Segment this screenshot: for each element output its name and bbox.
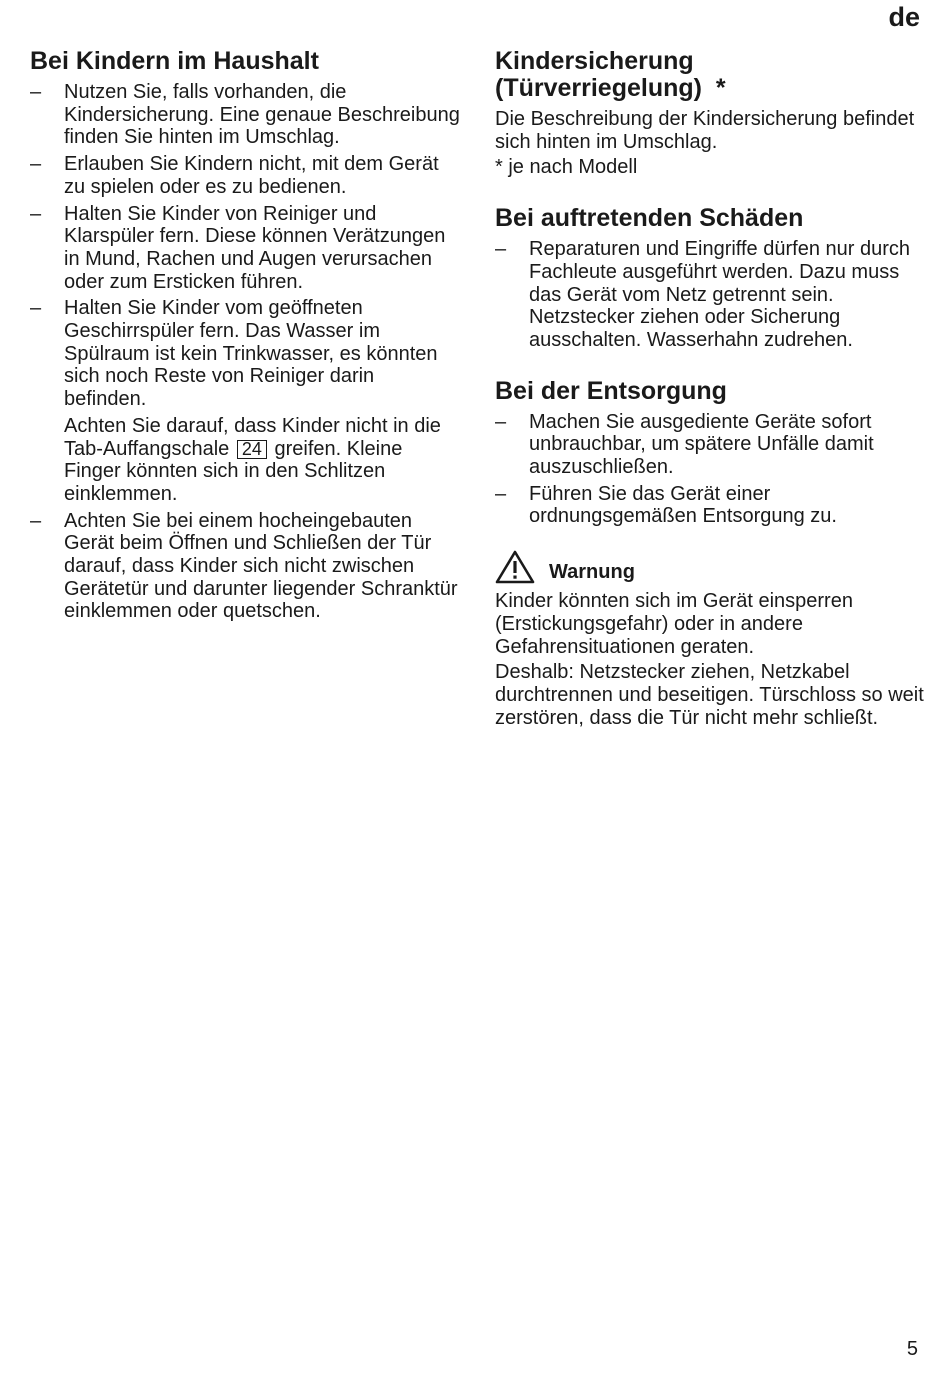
warning-paragraph-2: Deshalb: Netzstecker ziehen, Netzkabel durchtrennen und beseitigen. Türschloss so weit zerstören, dass die Tür nicht mehr schließt. [495, 661, 924, 729]
list-item-continuation [30, 415, 460, 506]
warning-paragraph-1: Kinder könnten sich im Gerät einsperren (Erstickungsgefahr) oder in andere Gefahrensituationen geraten. [495, 590, 853, 658]
right-column [495, 48, 925, 732]
disposal-list [495, 411, 925, 529]
language-code: de [888, 2, 920, 32]
list-item: – Halten Sie Kinder vom geöffneten Geschirrspüler fern. Das Wasser im Spülraum ist kein Trinkwasser, es könnten sich noch Reste von Reiniger darin befinden. [30, 297, 460, 411]
child-lock-title-line1: Kindersicherung [495, 47, 694, 75]
child-lock-title-line2: (Türverriegelung) * [495, 74, 726, 102]
list-item: – Reparaturen und Eingriffe dürfen nur durch Fachleute ausgeführt werden. Dazu muss das Gerät vom Netz getrennt sein. Netzstecker ziehen oder Sicherung ausschalten. Wasserhahn zudrehen. [495, 238, 925, 352]
list-item: – Halten Sie Kinder von Reiniger und Klarspüler fern. Diese können Verätzungen in Mund, Rachen und Augen verursachen oder zum Ersticken führen. [30, 203, 460, 294]
page-number: 5 [906, 1338, 918, 1360]
children-safety-list-end [30, 510, 460, 624]
list-item: – Nutzen Sie, falls vorhanden, die Kindersicherung. Eine genaue Beschreibung finden Sie hinten im Umschlag. [30, 81, 460, 149]
section-title-disposal: Bei der Entsorgung [495, 376, 727, 405]
child-lock-text: Die Beschreibung der Kindersicherung befindet sich hinten im Umschlag. [495, 108, 915, 153]
list-item: – Erlauben Sie Kindern nicht, mit dem Gerät zu spielen oder es zu bedienen. [30, 153, 460, 198]
model-note: * je nach Modell [495, 156, 638, 179]
section-title-children: Bei Kindern im Haushalt [30, 47, 319, 75]
section-title-damage: Bei auftretenden Schäden [495, 204, 804, 233]
continuation-text-before: Achten Sie darauf, dass Kinder nicht in die Tab-Auffangschale [64, 414, 441, 460]
list-item: – Führen Sie das Gerät einer ordnungsgemäßen Entsorgung zu. [495, 483, 925, 528]
warning-triangle-icon [495, 550, 535, 584]
warning-label: Warnung [549, 561, 635, 584]
warning-header [495, 550, 925, 584]
continuation-text-after: greifen. Kleine Finger könnten sich in den Schlitzen einklemmen. [64, 437, 403, 505]
damage-list [495, 238, 925, 352]
list-item: – Achten Sie bei einem hocheingebauten Gerät beim Öffnen und Schließen der Tür darauf, dass Kinder sich nicht zwischen Gerätetür und darunter liegender Schranktür einklemmen oder quetschen. [30, 510, 460, 624]
part-reference-number: 24 [237, 440, 267, 459]
left-column [30, 48, 460, 627]
section-title-child-lock [495, 48, 925, 102]
children-safety-list [30, 81, 460, 411]
list-item: – Machen Sie ausgediente Geräte sofort unbrauchbar, um spätere Unfälle damit auszuschließen. [495, 411, 925, 479]
